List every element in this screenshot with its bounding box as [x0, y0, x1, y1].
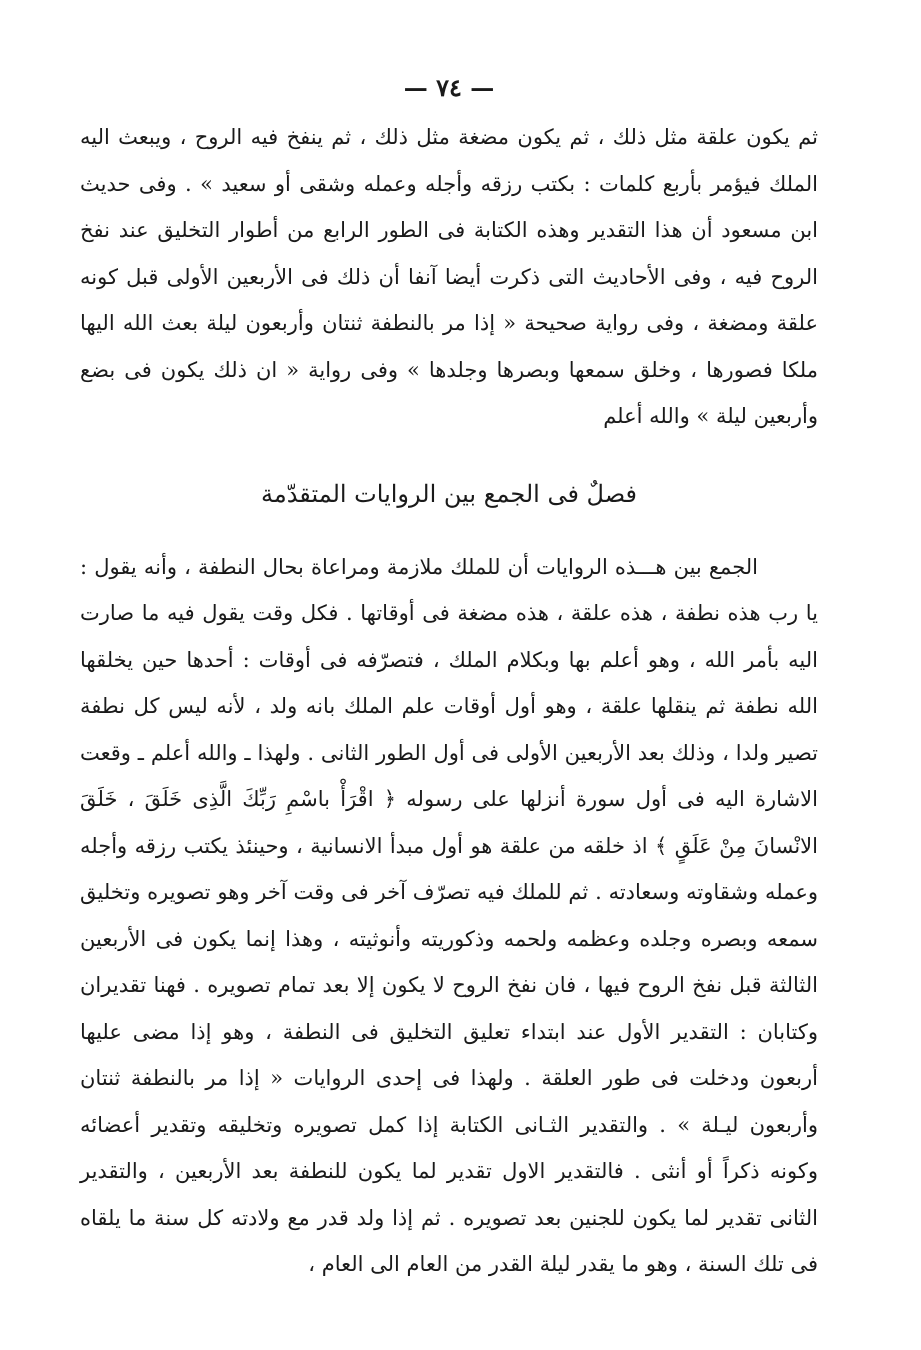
section-heading: فصلٌ فى الجمع بين الروايات المتقدّمة	[260, 479, 638, 508]
page-number: — ٧٤ —	[403, 73, 495, 102]
paragraph-continued: ثم يكون علقة مثل ذلك ، ثم يكون مضغة مثل ذلك ، ثم ينفخ فيه الروح ، ويبعث اليه الملك فيؤمر بأربع كلمات : بكتب رزقه وأجله وعمله وشقى أو سعيد » . وفى حديث ابن مسعود أن هذا التقدير وهذه الكتابة فى الطور الرابع من أطوار التخليق عند نفخ الروح فيه ، وفى الأحاديث التى ذكرت أيضا آنفا أن ذلك فى الأربعين الأولى قبل كونه علقة ومضغة ، وفى رواية صحيحة « إذا مر بالنطفة ثنتان وأربعون ليلة بعث الله اليها ملكا فصورها ، وخلق سمعها وبصرها وجلدها » وفى رواية « ان ذلك يكون فى بضع وأربعين ليلة » والله أعلم	[80, 125, 818, 428]
section-body: الجمع بين هـــذه الروايات أن للملك ملازمة ومراعاة بحال النطفة ، وأنه يقول : يا رب هذه نطفة ، هذه علقة ، هذه مضغة فى أوقاتها . فكل وقت يقول فيه ما صارت اليه بأمر الله ، وهو أعلم بها وبكلام الملك ، فتصرّفه فى أوقات : أحدها حين يخلقها الله نطفة ثم ينقلها علقة ، وهو أول أوقات علم الملك بانه ولد ، لأنه ليس كل نطفة تصير ولدا ، وذلك بعد الأربعين الأولى فى أول الطور الثانى . ولهذا ـ والله أعلم ـ وقعت الاشارة اليه فى أول سورة أنزلها على رسوله ﴿ اقْرَأْ باسْمِ رَبِّكَ الَّذِى خَلَقَ ، خَلَقَ الانْسانَ مِنْ عَلَقٍ ﴾ اذ خلقه من علقة هو أول مبدأ الانسانية ، وحينئذ يكتب رزقه وأجله وعمله وشقاوته وسعادته . ثم للملك فيه تصرّف آخر فى وقت آخر وهو تصويره وتخليق سمعه وبصره وجلده وعظمه ولحمه وذكوريته وأنوثيته ، وهذا إنما يكون فى الأربعين الثالثة قبل نفخ الروح فيها ، فان نفخ الروح لا يكون إلا بعد تمام تصويره . فهنا تقديران وكتابان : التقدير الأول عند ابتداء تعليق التخليق فى النطفة ، وهو إذا مضى عليها أربعون ودخلت فى طور العلقة . ولهذا فى إحدى الروايات « إذا مر بالنطفة ثنتان وأربعون ليـلة » . والتقدير الثـانى الكتابة إذا كمل تصويره وتخليقه وتقدير أعضائه وكونه ذكراً أو أنثى . فالتقدير الاول تقدير لما يكون للنطفة بعد الأربعين ، والتقدير الثانى تقدير لما يكون للجنين بعد تصويره . ثم إذا ولد قدر مع ولادته كل سنة ما يلقاه فى تلك السنة ، وهو ما يقدر ليلة القدر من العام الى العام ،	[80, 554, 818, 1276]
book-page	[80, 62, 818, 1288]
